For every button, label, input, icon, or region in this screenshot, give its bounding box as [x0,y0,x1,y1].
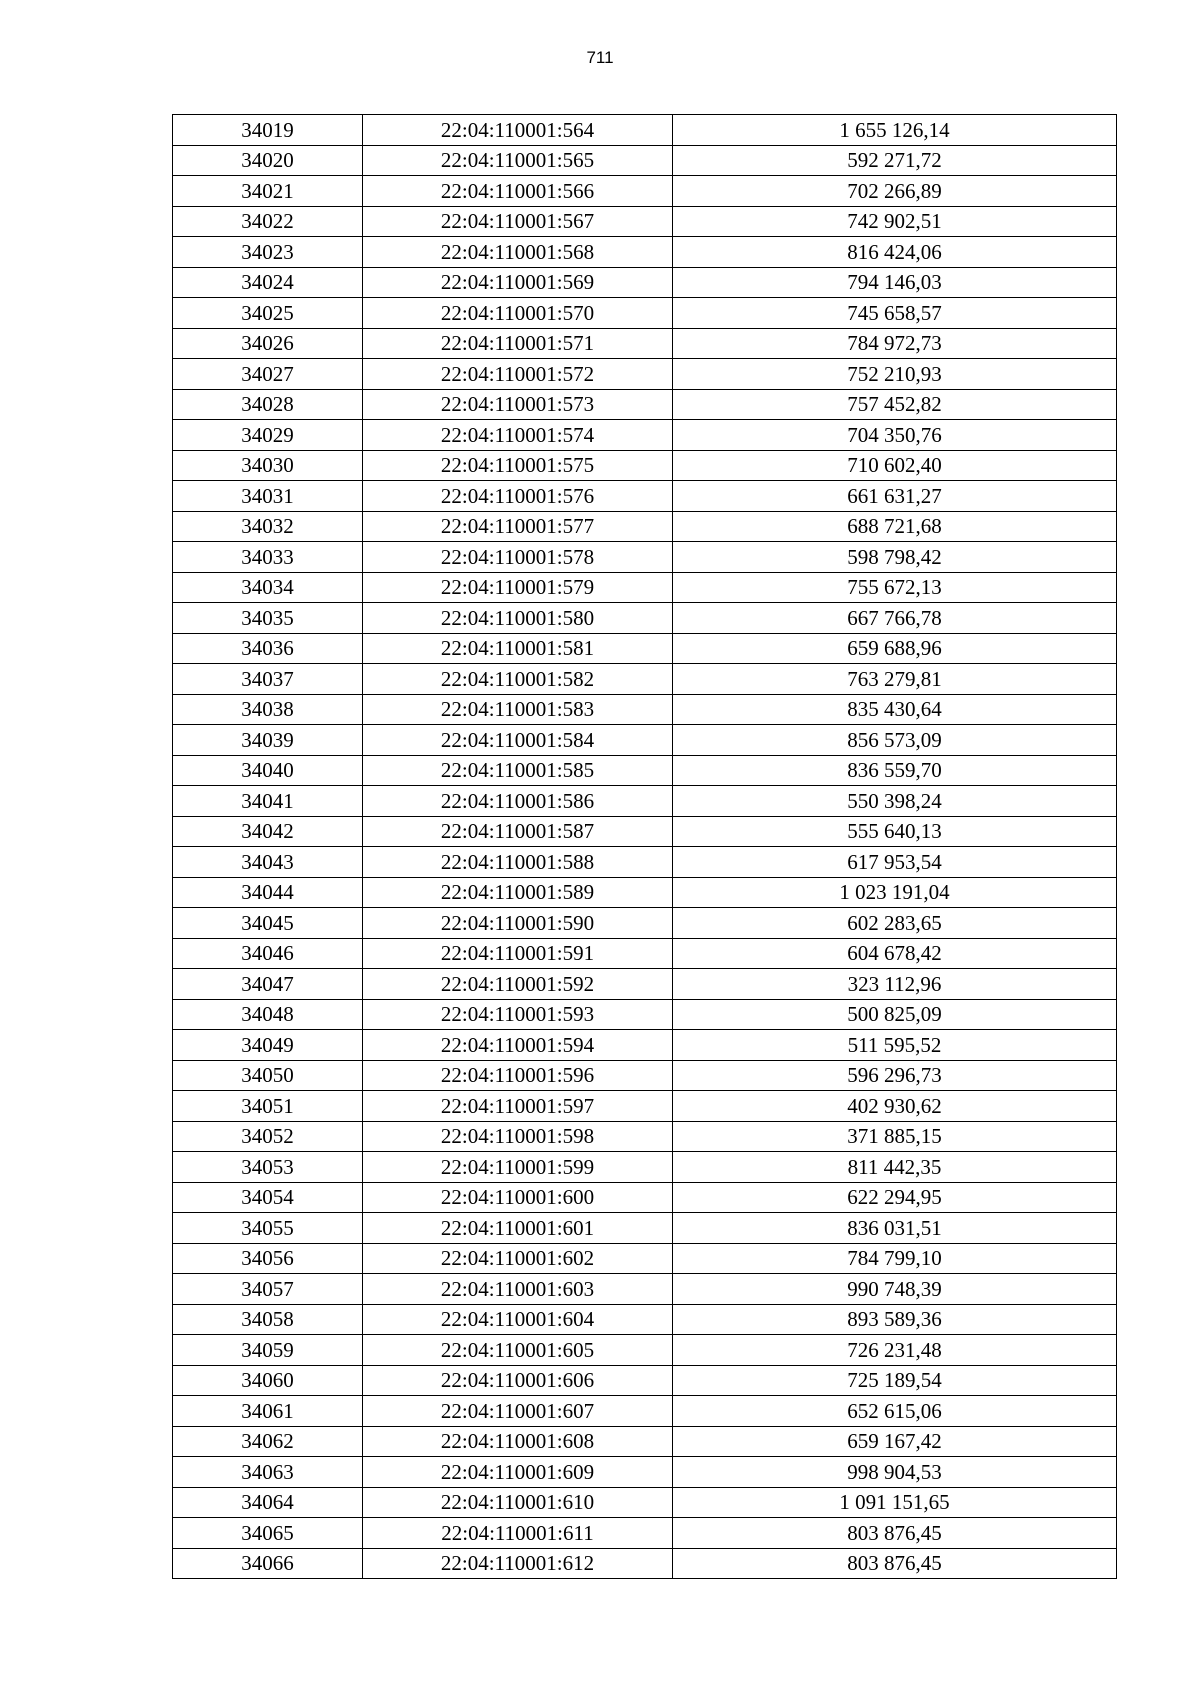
cadastral-number-cell: 22:04:110001:566 [363,176,673,207]
row-number-cell: 34045 [173,908,363,939]
table-row [173,572,1117,603]
cadastral-value-table [172,114,1117,1579]
value-cell: 371 885,15 [673,1121,1117,1152]
row-number-cell: 34064 [173,1487,363,1518]
cadastral-number-cell: 22:04:110001:571 [363,328,673,359]
value-cell: 990 748,39 [673,1274,1117,1305]
row-number-cell: 34047 [173,969,363,1000]
row-number-cell: 34042 [173,816,363,847]
cadastral-number-cell: 22:04:110001:608 [363,1426,673,1457]
table-row [173,542,1117,573]
table-row [173,786,1117,817]
cadastral-number-cell: 22:04:110001:585 [363,755,673,786]
table-row [173,694,1117,725]
value-cell: 784 799,10 [673,1243,1117,1274]
table-row [173,1182,1117,1213]
table-row [173,664,1117,695]
table-row [173,1518,1117,1549]
row-number-cell: 34022 [173,206,363,237]
value-cell: 835 430,64 [673,694,1117,725]
table-row [173,1396,1117,1427]
row-number-cell: 34024 [173,267,363,298]
row-number-cell: 34059 [173,1335,363,1366]
value-cell: 659 688,96 [673,633,1117,664]
table-row [173,511,1117,542]
cadastral-number-cell: 22:04:110001:591 [363,938,673,969]
value-cell: 323 112,96 [673,969,1117,1000]
table-row [173,1213,1117,1244]
table-row [173,755,1117,786]
table-row [173,1457,1117,1488]
table-row [173,206,1117,237]
value-cell: 596 296,73 [673,1060,1117,1091]
value-cell: 617 953,54 [673,847,1117,878]
row-number-cell: 34019 [173,115,363,146]
row-number-cell: 34023 [173,237,363,268]
value-cell: 752 210,93 [673,359,1117,390]
table-row [173,1426,1117,1457]
value-cell: 659 167,42 [673,1426,1117,1457]
table-row [173,816,1117,847]
value-cell: 1 023 191,04 [673,877,1117,908]
value-cell: 745 658,57 [673,298,1117,329]
value-cell: 856 573,09 [673,725,1117,756]
cadastral-number-cell: 22:04:110001:607 [363,1396,673,1427]
row-number-cell: 34044 [173,877,363,908]
value-cell: 836 559,70 [673,755,1117,786]
cadastral-number-cell: 22:04:110001:579 [363,572,673,603]
value-cell: 803 876,45 [673,1518,1117,1549]
row-number-cell: 34039 [173,725,363,756]
cadastral-number-cell: 22:04:110001:605 [363,1335,673,1366]
cadastral-number-cell: 22:04:110001:594 [363,1030,673,1061]
value-cell: 402 930,62 [673,1091,1117,1122]
cadastral-number-cell: 22:04:110001:575 [363,450,673,481]
value-cell: 755 672,13 [673,572,1117,603]
row-number-cell: 34026 [173,328,363,359]
value-cell: 726 231,48 [673,1335,1117,1366]
cadastral-number-cell: 22:04:110001:596 [363,1060,673,1091]
value-cell: 602 283,65 [673,908,1117,939]
row-number-cell: 34056 [173,1243,363,1274]
row-number-cell: 34066 [173,1548,363,1579]
row-number-cell: 34021 [173,176,363,207]
table-row [173,298,1117,329]
table-row [173,725,1117,756]
value-cell: 511 595,52 [673,1030,1117,1061]
row-number-cell: 34055 [173,1213,363,1244]
table-row [173,1548,1117,1579]
cadastral-number-cell: 22:04:110001:582 [363,664,673,695]
row-number-cell: 34057 [173,1274,363,1305]
cadastral-number-cell: 22:04:110001:574 [363,420,673,451]
cadastral-number-cell: 22:04:110001:564 [363,115,673,146]
row-number-cell: 34063 [173,1457,363,1488]
table-row [173,1304,1117,1335]
table-row [173,847,1117,878]
cadastral-number-cell: 22:04:110001:581 [363,633,673,664]
row-number-cell: 34060 [173,1365,363,1396]
row-number-cell: 34062 [173,1426,363,1457]
table-row [173,389,1117,420]
cadastral-number-cell: 22:04:110001:565 [363,145,673,176]
row-number-cell: 34040 [173,755,363,786]
cadastral-number-cell: 22:04:110001:610 [363,1487,673,1518]
cadastral-number-cell: 22:04:110001:583 [363,694,673,725]
cadastral-number-cell: 22:04:110001:598 [363,1121,673,1152]
value-cell: 622 294,95 [673,1182,1117,1213]
table-row [173,999,1117,1030]
cadastral-number-cell: 22:04:110001:604 [363,1304,673,1335]
row-number-cell: 34036 [173,633,363,664]
table-row [173,267,1117,298]
value-cell: 1 655 126,14 [673,115,1117,146]
cadastral-number-cell: 22:04:110001:577 [363,511,673,542]
row-number-cell: 34053 [173,1152,363,1183]
cadastral-number-cell: 22:04:110001:570 [363,298,673,329]
cadastral-number-cell: 22:04:110001:580 [363,603,673,634]
cadastral-number-cell: 22:04:110001:590 [363,908,673,939]
cadastral-number-cell: 22:04:110001:567 [363,206,673,237]
table-row [173,877,1117,908]
cadastral-number-cell: 22:04:110001:601 [363,1213,673,1244]
table-row [173,450,1117,481]
table-row [173,633,1117,664]
row-number-cell: 34043 [173,847,363,878]
table-row [173,1274,1117,1305]
cadastral-number-cell: 22:04:110001:609 [363,1457,673,1488]
row-number-cell: 34025 [173,298,363,329]
value-cell: 763 279,81 [673,664,1117,695]
value-cell: 811 442,35 [673,1152,1117,1183]
table-row [173,938,1117,969]
cadastral-number-cell: 22:04:110001:569 [363,267,673,298]
cadastral-number-cell: 22:04:110001:578 [363,542,673,573]
row-number-cell: 34037 [173,664,363,695]
row-number-cell: 34041 [173,786,363,817]
table-row [173,603,1117,634]
value-cell: 836 031,51 [673,1213,1117,1244]
table-row [173,908,1117,939]
table-row [173,1152,1117,1183]
cadastral-number-cell: 22:04:110001:586 [363,786,673,817]
cadastral-number-cell: 22:04:110001:576 [363,481,673,512]
row-number-cell: 34034 [173,572,363,603]
value-cell: 500 825,09 [673,999,1117,1030]
value-cell: 704 350,76 [673,420,1117,451]
cadastral-number-cell: 22:04:110001:600 [363,1182,673,1213]
row-number-cell: 34054 [173,1182,363,1213]
cadastral-number-cell: 22:04:110001:587 [363,816,673,847]
row-number-cell: 34035 [173,603,363,634]
row-number-cell: 34065 [173,1518,363,1549]
table-row [173,1243,1117,1274]
value-cell: 702 266,89 [673,176,1117,207]
table-row [173,1335,1117,1366]
row-number-cell: 34058 [173,1304,363,1335]
table-row [173,328,1117,359]
cadastral-number-cell: 22:04:110001:597 [363,1091,673,1122]
value-cell: 555 640,13 [673,816,1117,847]
cadastral-number-cell: 22:04:110001:573 [363,389,673,420]
table-row [173,969,1117,1000]
row-number-cell: 34032 [173,511,363,542]
row-number-cell: 34046 [173,938,363,969]
table-row [173,145,1117,176]
row-number-cell: 34049 [173,1030,363,1061]
value-cell: 667 766,78 [673,603,1117,634]
row-number-cell: 34048 [173,999,363,1030]
row-number-cell: 34050 [173,1060,363,1091]
cadastral-number-cell: 22:04:110001:589 [363,877,673,908]
cadastral-number-cell: 22:04:110001:593 [363,999,673,1030]
row-number-cell: 34030 [173,450,363,481]
table-row [173,481,1117,512]
row-number-cell: 34029 [173,420,363,451]
value-cell: 803 876,45 [673,1548,1117,1579]
cadastral-number-cell: 22:04:110001:611 [363,1518,673,1549]
value-cell: 742 902,51 [673,206,1117,237]
value-cell: 550 398,24 [673,786,1117,817]
value-cell: 652 615,06 [673,1396,1117,1427]
table-row [173,1091,1117,1122]
value-cell: 661 631,27 [673,481,1117,512]
value-cell: 592 271,72 [673,145,1117,176]
value-cell: 816 424,06 [673,237,1117,268]
table-row [173,1365,1117,1396]
row-number-cell: 34051 [173,1091,363,1122]
value-cell: 710 602,40 [673,450,1117,481]
cadastral-number-cell: 22:04:110001:572 [363,359,673,390]
value-cell: 794 146,03 [673,267,1117,298]
table-row [173,1060,1117,1091]
value-cell: 784 972,73 [673,328,1117,359]
table-row [173,1121,1117,1152]
row-number-cell: 34061 [173,1396,363,1427]
table-body [173,115,1117,1579]
value-cell: 1 091 151,65 [673,1487,1117,1518]
row-number-cell: 34033 [173,542,363,573]
cadastral-number-cell: 22:04:110001:606 [363,1365,673,1396]
table-row [173,176,1117,207]
value-cell: 688 721,68 [673,511,1117,542]
row-number-cell: 34020 [173,145,363,176]
cadastral-number-cell: 22:04:110001:602 [363,1243,673,1274]
cadastral-number-cell: 22:04:110001:612 [363,1548,673,1579]
table-row [173,1487,1117,1518]
value-cell: 604 678,42 [673,938,1117,969]
row-number-cell: 34028 [173,389,363,420]
cadastral-number-cell: 22:04:110001:603 [363,1274,673,1305]
value-cell: 893 589,36 [673,1304,1117,1335]
row-number-cell: 34027 [173,359,363,390]
value-cell: 998 904,53 [673,1457,1117,1488]
table-row [173,359,1117,390]
table-row [173,1030,1117,1061]
table-row [173,115,1117,146]
table-row [173,420,1117,451]
cadastral-number-cell: 22:04:110001:599 [363,1152,673,1183]
cadastral-number-cell: 22:04:110001:588 [363,847,673,878]
page-number: 711 [586,48,614,67]
cadastral-number-cell: 22:04:110001:592 [363,969,673,1000]
row-number-cell: 34052 [173,1121,363,1152]
value-cell: 598 798,42 [673,542,1117,573]
row-number-cell: 34038 [173,694,363,725]
cadastral-number-cell: 22:04:110001:584 [363,725,673,756]
value-cell: 757 452,82 [673,389,1117,420]
row-number-cell: 34031 [173,481,363,512]
table-row [173,237,1117,268]
value-cell: 725 189,54 [673,1365,1117,1396]
cadastral-number-cell: 22:04:110001:568 [363,237,673,268]
